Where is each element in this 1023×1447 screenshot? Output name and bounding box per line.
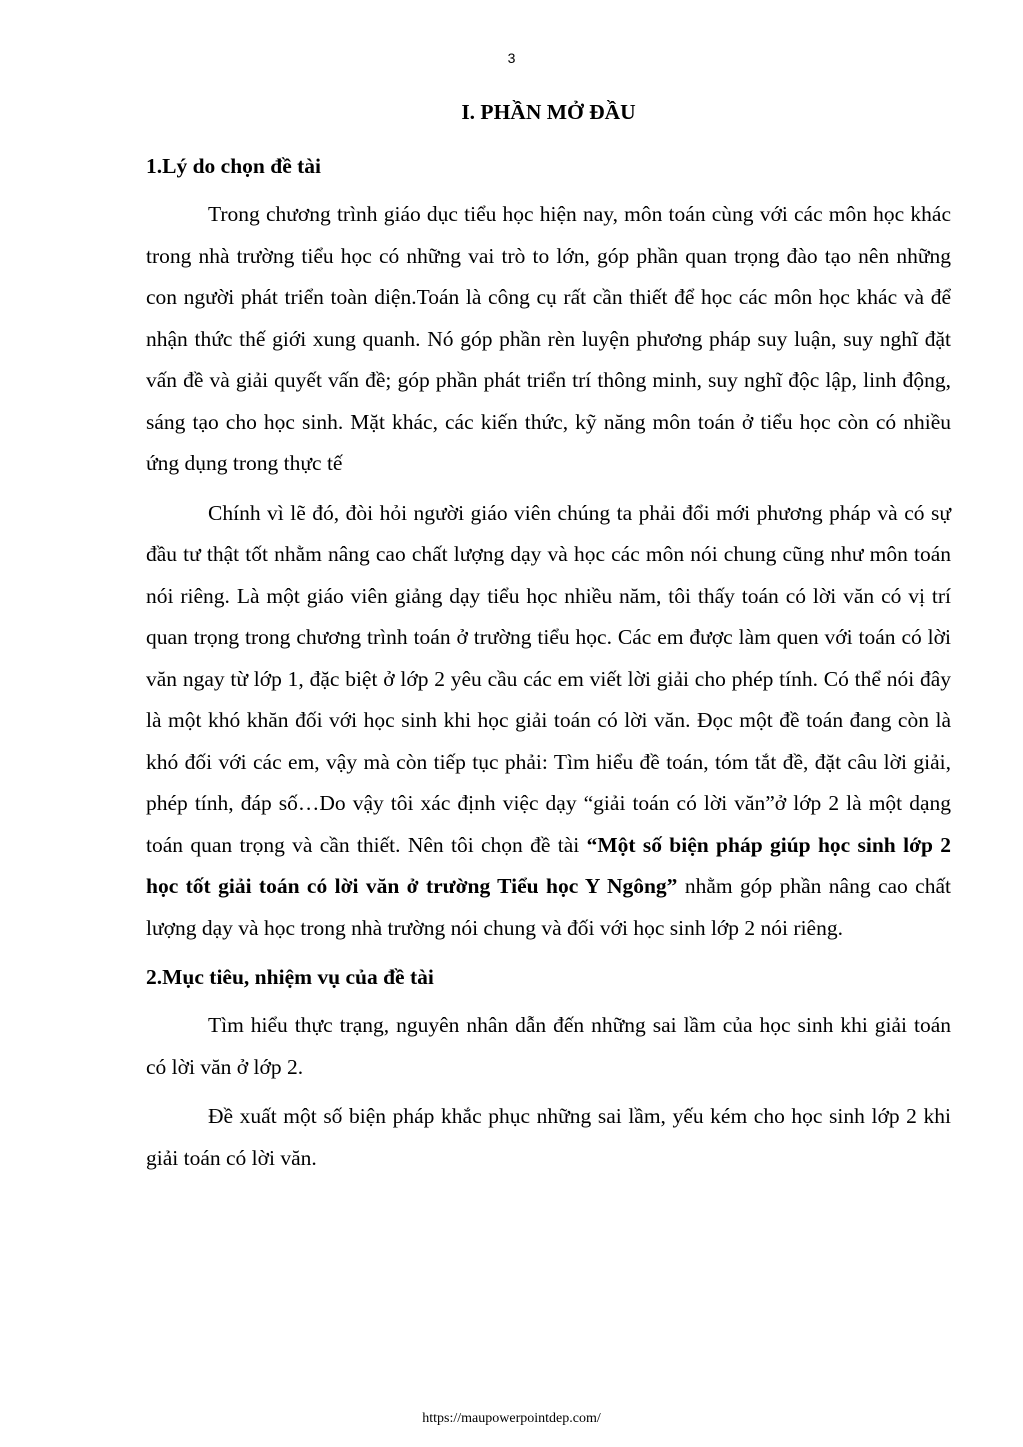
section1-paragraph-2 (146, 493, 951, 950)
section1-paragraph-1: Trong chương trình giáo dục tiểu học hiện nay, môn toán cùng với các môn học khác trong nhà trường tiểu học có những vai trò to lớn, góp phần quan trọng đào tạo nên những con người phát triển toàn diện.Toán là công cụ rất cần thiết để học các môn học khác và để nhận thức thế giới xung quanh. Nó góp phần rèn luyện phương pháp suy luận, suy nghĩ đặt vấn đề và giải quyết vấn đề; góp phần phát triển trí thông minh, suy nghĩ độc lập, linh động, sáng tạo cho học sinh. Mặt khác, các kiến thức, kỹ năng môn toán ở tiểu học còn có nhiều ứng dụng trong thực tế (146, 202, 951, 475)
project-title-bold: “Một số biện pháp giúp học sinh lớp 2 học tốt giải toán có lời văn ở trường Tiểu học Y Ngông” (146, 832, 951, 898)
document-body (146, 96, 951, 1187)
main-heading: I. PHẦN MỞ ĐẦU (461, 100, 636, 124)
footer-url: https://maupowerpointdep.com/ (422, 1411, 601, 1426)
paragraph-text-end: nhằm góp phần nâng cao chất lượng dạy và học trong nhà trường nói chung và đối với học sinh lớp 2 nói riêng. (146, 874, 951, 940)
section-heading-2: 2.Mục tiêu, nhiệm vụ của đề tài (146, 965, 434, 989)
section2-paragraph-1: Tìm hiểu thực trạng, nguyên nhân dẫn đến những sai lầm của học sinh khi giải toán có lời văn ở lớp 2. (146, 1013, 951, 1079)
paragraph-text: Chính vì lẽ đó, đòi hỏi người giáo viên chúng ta phải đổi mới phương pháp và có sự đầu tư thật tốt nhằm nâng cao chất lượng dạy và học các môn nói chung cũng như môn toán nói riêng. Là một giáo viên giảng dạy tiểu học nhiều năm, tôi thấy toán có lời văn có vị trí quan trọng trong chương trình toán ở trường tiểu học. Các em được làm quen với toán có lời văn ngay từ lớp 1, đặc biệt ở lớp 2 yêu cầu các em viết lời giải cho phép tính. Có thể nói đây là một khó khăn đối với học sinh khi học giải toán có lời văn. Đọc một đề toán đang còn là khó đối với các em, vậy mà còn tiếp tục phải: Tìm hiểu đề toán, tóm tắt đề, đặt câu lời giải, phép tính, đáp số…Do vậy tôi xác định việc dạy “giải toán có lời văn”ở lớp 2 là một dạng toán quan trọng và cần thiết. Nên tôi chọn đề tài (146, 500, 951, 857)
page-number: 3 (507, 50, 516, 66)
section-heading-1: 1.Lý do chọn đề tài (146, 154, 322, 178)
section2-paragraph-2: Đề xuất một số biện pháp khắc phục những sai lầm, yếu kém cho học sinh lớp 2 khi giải toán có lời văn. (146, 1104, 951, 1170)
